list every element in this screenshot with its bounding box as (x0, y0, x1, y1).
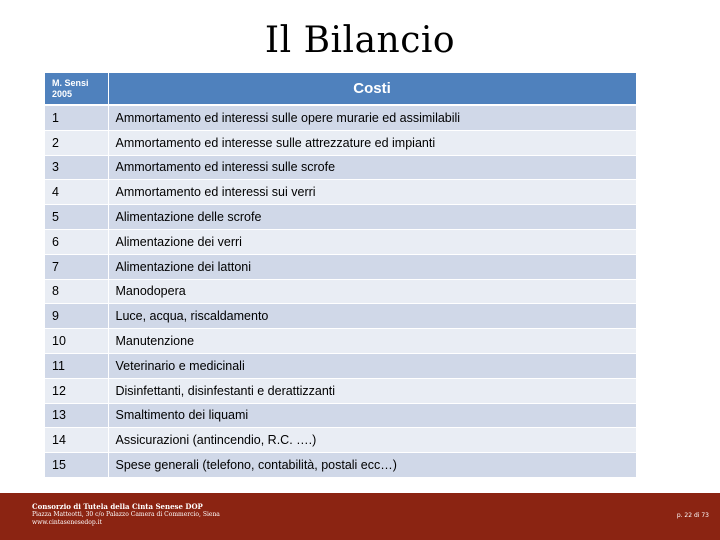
table-row (45, 254, 636, 279)
row-number: 11 (45, 353, 108, 378)
table-row (45, 329, 636, 354)
table-row (45, 130, 636, 155)
row-number: 6 (45, 229, 108, 254)
row-label: Ammortamento ed interessi sulle scrofe (108, 155, 636, 180)
header-costi: Costi (108, 73, 636, 105)
costs-table (45, 73, 637, 477)
row-number: 12 (45, 378, 108, 403)
row-label: Smaltimento dei liquami (108, 403, 636, 428)
footer-org-name: Consorzio di Tutela della Cinta Senese DOP (32, 502, 203, 511)
row-number: 9 (45, 304, 108, 329)
row-number: 2 (45, 130, 108, 155)
row-label: Luce, acqua, riscaldamento (108, 304, 636, 329)
footer-website: www.cintasenesedop.it (32, 518, 102, 526)
table-row (45, 453, 636, 477)
row-number: 15 (45, 453, 108, 477)
table-row (45, 428, 636, 453)
slide-title: Il Bilancio (264, 20, 456, 61)
row-label: Ammortamento ed interesse sulle attrezzature ed impianti (108, 130, 636, 155)
row-number: 13 (45, 403, 108, 428)
row-number: 4 (45, 180, 108, 205)
row-label: Ammortamento ed interessi sui verri (108, 180, 636, 205)
row-number: 8 (45, 279, 108, 304)
row-number: 3 (45, 155, 108, 180)
table-row (45, 155, 636, 180)
table-row (45, 180, 636, 205)
table-row (45, 403, 636, 428)
row-number: 5 (45, 205, 108, 230)
table-header-row (45, 73, 636, 105)
row-label: Spese generali (telefono, contabilità, postali ecc…) (108, 453, 636, 477)
row-label: Veterinario e medicinali (108, 353, 636, 378)
header-msensi: M. Sensi 2005 (45, 73, 108, 105)
row-label: Assicurazioni (antincendio, R.C. ….) (108, 428, 636, 453)
row-label: Manodopera (108, 279, 636, 304)
table-row (45, 229, 636, 254)
row-label: Alimentazione dei verri (108, 229, 636, 254)
row-label: Ammortamento ed interessi sulle opere murarie ed assimilabili (108, 105, 636, 130)
page-number: p. 22 di 73 (676, 512, 709, 519)
table-row (45, 304, 636, 329)
footer-organization (32, 502, 220, 526)
row-label: Disinfettanti, disinfestanti e derattizzanti (108, 378, 636, 403)
table-row (45, 105, 636, 130)
row-label: Alimentazione delle scrofe (108, 205, 636, 230)
row-number: 14 (45, 428, 108, 453)
row-number: 7 (45, 254, 108, 279)
table-row (45, 279, 636, 304)
table-row (45, 378, 636, 403)
table-row (45, 353, 636, 378)
row-number: 10 (45, 329, 108, 354)
footer-bar (0, 493, 720, 540)
row-label: Alimentazione dei lattoni (108, 254, 636, 279)
table-row (45, 205, 636, 230)
row-number: 1 (45, 105, 108, 130)
row-label: Manutenzione (108, 329, 636, 354)
footer-address: Piazza Matteotti, 30 c/o Palazzo Camera di Commercio, Siena (32, 511, 220, 518)
